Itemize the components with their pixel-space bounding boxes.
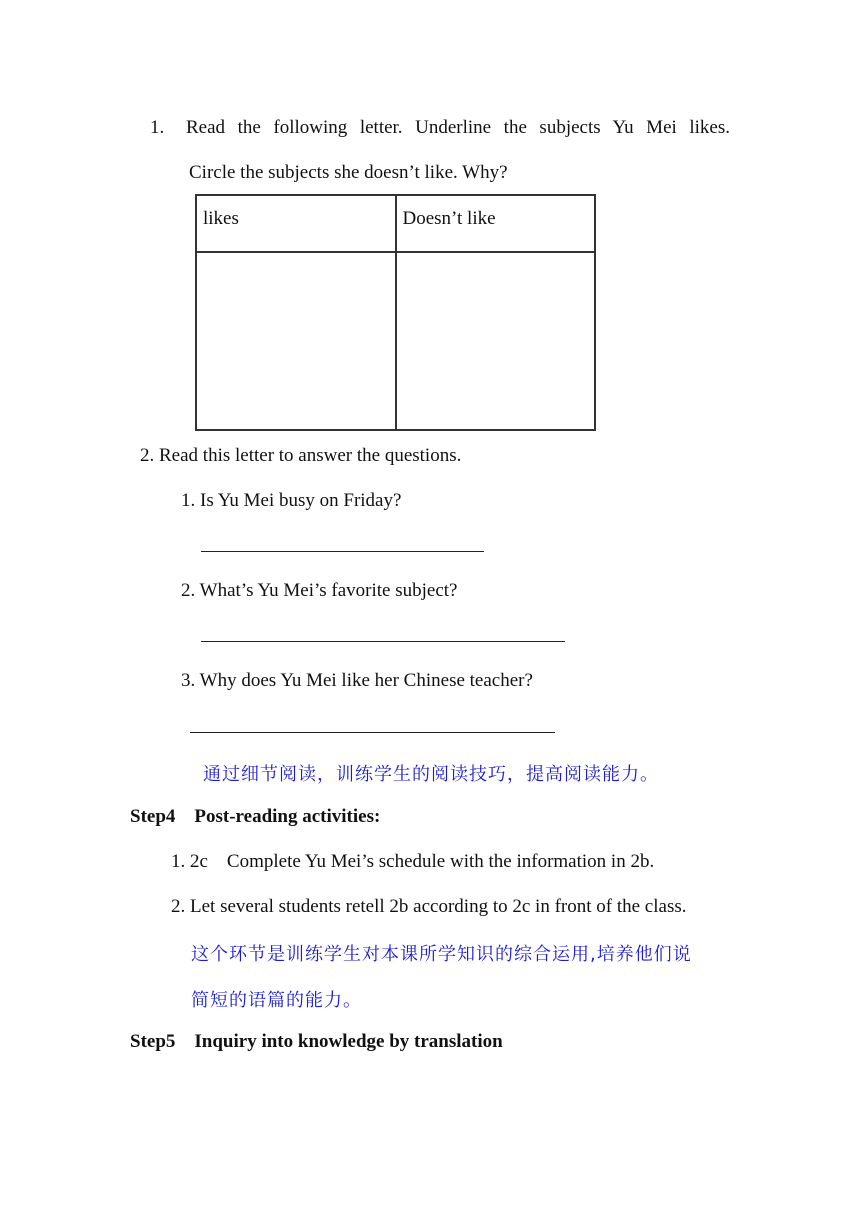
- teaching-note-step4-line-1: 这个环节是训练学生对本课所学知识的综合运用,培养他们说: [191, 944, 692, 965]
- likes-cell[interactable]: [196, 252, 396, 430]
- instruction-line-2: Circle the subjects she doesn’t like. Why?: [189, 162, 508, 183]
- step5-title: Step5 Inquiry into knowledge by translation: [130, 1031, 503, 1052]
- likes-header: likes: [196, 195, 396, 252]
- section-2-heading: 2. Read this letter to answer the questions.: [140, 445, 462, 466]
- step4-item-2: 2. Let several students retell 2b according to 2c in front of the class.: [171, 896, 687, 917]
- step4-title: Step4 Post-reading activities:: [130, 806, 381, 827]
- step4-item-1: 1. 2c Complete Yu Mei’s schedule with the information in 2b.: [171, 851, 655, 872]
- question-3: 3. Why does Yu Mei like her Chinese teacher?: [181, 670, 533, 691]
- answer-line-2[interactable]: [201, 641, 565, 642]
- question-2: 2. What’s Yu Mei’s favorite subject?: [181, 580, 458, 601]
- answer-line-1[interactable]: [201, 551, 484, 552]
- teaching-note-step4-line-2: 简短的语篇的能力。: [191, 990, 362, 1011]
- teaching-note-reading: 通过细节阅读，训练学生的阅读技巧，提高阅读能力。: [203, 764, 659, 785]
- doesnt-like-header: Doesn’t like: [396, 195, 596, 252]
- item-number-1: 1.: [150, 117, 165, 138]
- instruction-line-1: Read the following letter. Underline the subjects Yu Mei likes.: [186, 117, 730, 138]
- answer-line-3[interactable]: [190, 732, 555, 733]
- question-1: 1. Is Yu Mei busy on Friday?: [181, 490, 402, 511]
- doesnt-like-cell[interactable]: [396, 252, 596, 430]
- likes-table: [195, 194, 596, 431]
